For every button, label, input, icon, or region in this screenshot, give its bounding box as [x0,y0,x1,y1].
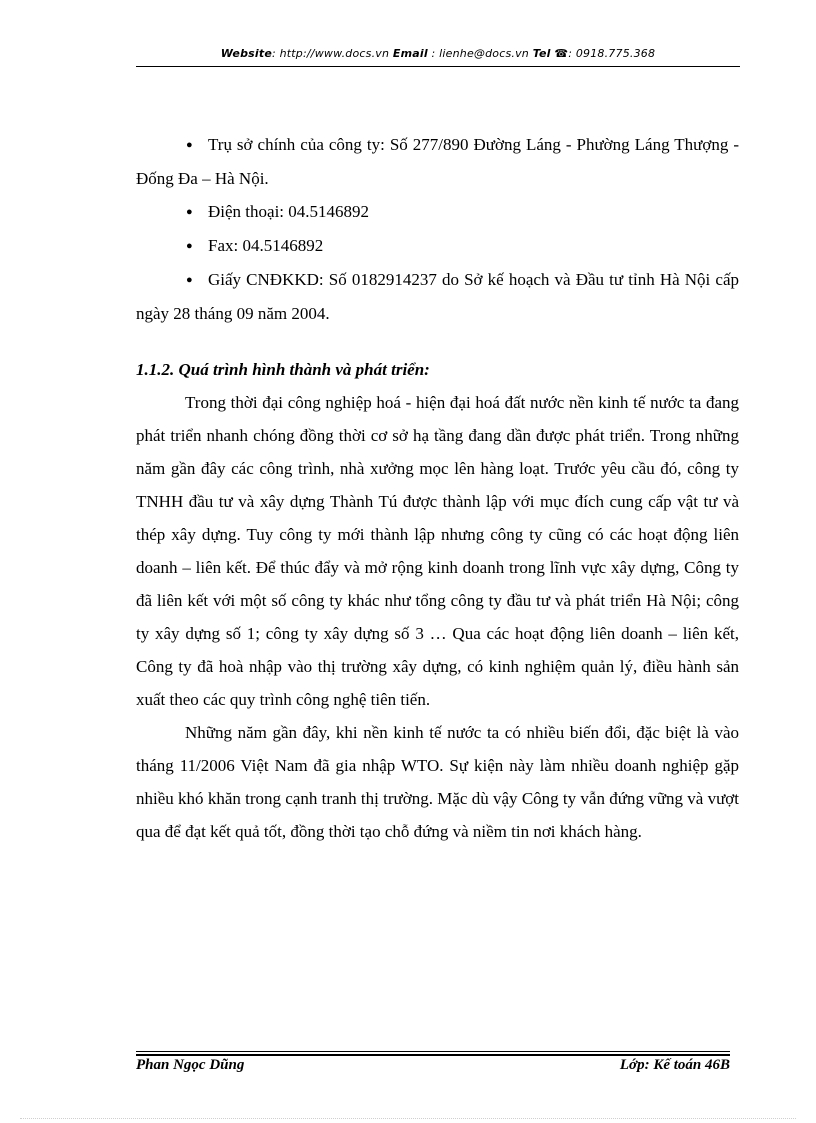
bullet-icon: ● [186,206,193,218]
bullet-icon: ● [186,240,193,252]
footer-divider [136,1051,730,1052]
bullet-item [136,229,739,263]
tel-label: Tel [532,47,551,60]
phone-icon: ☎ [554,47,569,60]
page-header [136,47,740,60]
bullet-text: Điện thoại: 04.5146892 [208,202,370,221]
bullet-icon: ● [186,274,193,286]
footer-divider-thick [136,1054,730,1056]
bullet-text: Giấy CNĐKKD: Số 0182914237 do Sở kế hoạch và Đầu tư tỉnh Hà Nội cấp ngày 28 tháng 09 năm 2004. [136,270,739,323]
bullet-item [136,195,739,229]
email-value[interactable]: : lienhe@docs.vn [431,47,529,60]
bullet-text: Fax: 04.5146892 [208,236,324,255]
footer-class: Lớp: Kế toán 46B [619,1057,730,1073]
paragraph: Những năm gần đây, khi nền kinh tế nước ta có nhiều biến đổi, đặc biệt là vào tháng 11/2006 Việt Nam đã gia nhập WTO. Sự kiện này làm nhiều doanh nghiệp gặp nhiều khó khăn trong cạnh tranh thị trường. Mặc dù vậy Công ty vẫn đứng vững và vượt qua để đạt kết quả tốt, đồng thời tạo chỗ đứng và niềm tin nơi khách hàng. [136,723,739,841]
email-label: Email [392,47,428,60]
footer-author: Phan Ngọc Dũng [136,1057,245,1073]
document-body [136,128,739,848]
page-bottom-border [20,1118,796,1119]
header-divider [136,66,740,67]
website-value[interactable]: : http://www.docs.vn [272,47,390,60]
bullet-item [136,263,739,330]
paragraph: Trong thời đại công nghiệp hoá - hiện đại hoá đất nước nền kinh tế nước ta đang phát triển nhanh chóng đồng thời cơ sở hạ tầng đang dần được phát triển. Trong những năm gần đây các công trình, nhà xưởng mọc lên hàng loạt. Trước yêu cầu đó, công ty TNHH đầu tư và xây dựng Thành Tú được thành lập với mục đích cung cấp vật tư và thép xây dựng. Tuy công ty mới thành lập nhưng công ty cũng có các hoạt động liên doanh – liên kết. Để thúc đẩy và mở rộng kinh doanh trong lĩnh vực xây dựng, Công ty đã liên kết với một số công ty khác như tổng công ty đầu tư và phát triển Hà Nội; công ty xây dựng số 1; công ty xây dựng số 3 … Qua các hoạt động liên doanh – liên kết, Công ty đã hoà nhập vào thị trường xây dựng, có kinh nghiệm quản lý, điều hành sản xuất theo các quy trình công nghệ tiên tiến. [136,393,739,709]
website-label: Website [220,47,272,60]
section-title: 1.1.2. Quá trình hình thành và phát triển: [136,360,430,379]
bullet-icon: ● [186,139,193,151]
bullet-text: Trụ sở chính của công ty: Số 277/890 Đường Láng - Phường Láng Thượng - Đống Đa – Hà Nội. [136,135,739,188]
bullet-item [136,128,739,195]
tel-value: : 0918.775.368 [568,47,656,60]
